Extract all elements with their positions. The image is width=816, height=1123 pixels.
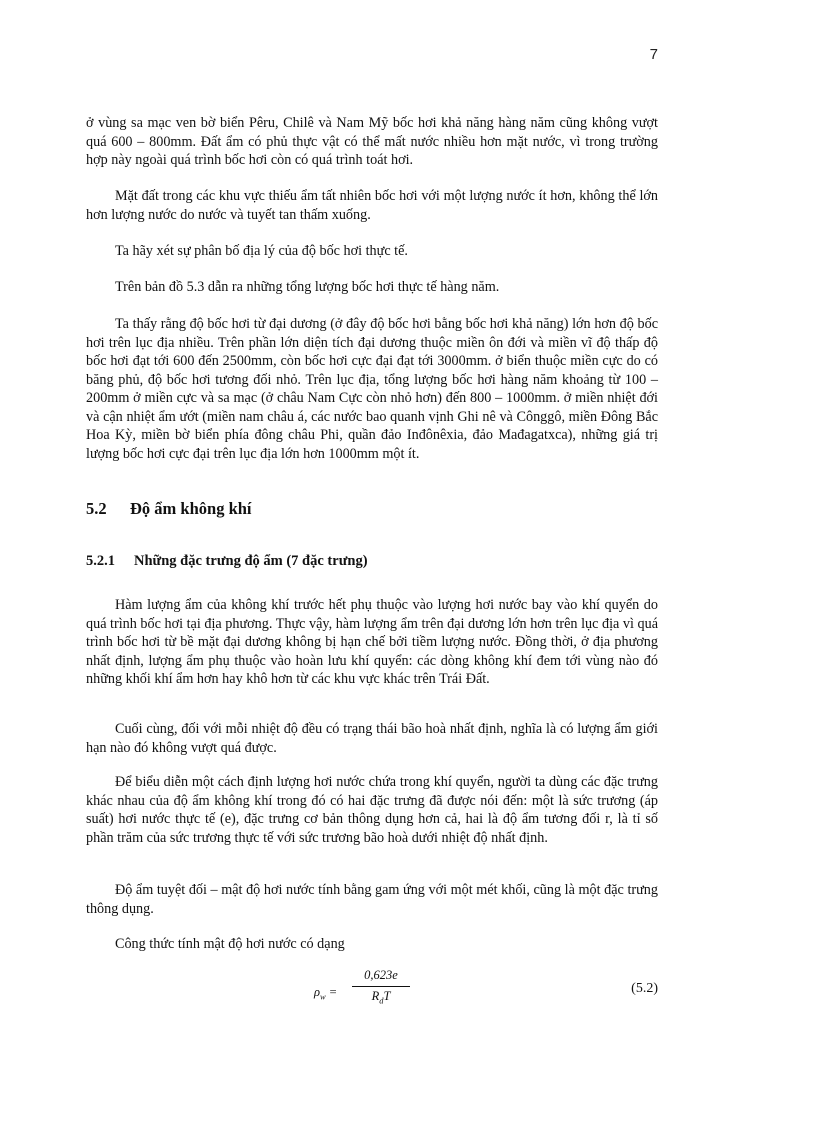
paragraph-7 [86,720,658,757]
formula-denominator [352,989,410,1006]
subsection-heading [86,553,368,570]
paragraph-6-text: Hàm lượng ẩm của không khí trước hết phụ thuộc vào lượng hơi nước bay vào khí quyển do quá trình bốc hơi tại địa phương. Thực vậy, hàm lượng ẩm trên đại dương lớn hơn trên lục địa vì quá trình bốc hơi từ bề mặt đại dương không bị hạn chế bởi tiềm lượng nước. Đồng thời, ở địa phương nhất định, lượng ẩm phụ thuộc vào hoàn lưu khí quyển: các dòng không khí đem tới vùng nào đó những khối khí ẩm hơn hay khô hơn từ các khu vực khác trên Trái Đất. [86,597,658,687]
section-title: Độ ẩm không khí [130,499,252,518]
paragraph-1 [86,114,658,170]
paragraph-9-text: Độ ẩm tuyệt đối – mật độ hơi nước tính bằng gam ứng với một mét khối, cũng là một đặc trưng thông dụng. [86,882,658,917]
paragraph-10 [86,935,658,954]
denominator-symbol: R [371,989,380,1003]
denominator-tail: T [383,989,391,1003]
paragraph-3-text: Ta hãy xét sự phân bố địa lý của độ bốc hơi thực tế. [115,243,408,259]
section-number: 5.2 [86,499,107,518]
denominator-subscript: d [379,995,384,1006]
formula-lhs [314,985,337,1002]
paragraph-7-text: Cuối cùng, đối với mỗi nhiệt độ đều có trạng thái bão hoà nhất định, nghĩa là có lượng ẩm giới hạn nào đó không vượt quá được. [86,721,658,756]
formula-numerator: 0,623e [364,968,398,982]
paragraph-8-text: Để biểu diễn một cách định lượng hơi nước chứa trong khí quyển, người ta dùng các đặc trưng khác nhau của độ ẩm không khí trong đó có hai đặc trưng đã được nói đến: một là sức trương (áp suất) hơi nước thực tế (e), đặc trưng cơ bản thông dụng hơn cả, hai là độ ẩm tương đối r, là tỉ số phần trăm của sức trương thực tế với sức trương bão hoà dưới nhiệt độ nhất định. [86,774,658,846]
paragraph-6 [86,596,658,689]
paragraph-5 [86,315,658,463]
paragraph-4-text: Trên bản đồ 5.3 dẫn ra những tổng lượng bốc hơi thực tế hàng năm. [115,279,500,295]
equals-sign: = [328,985,338,999]
formula-fraction [352,968,410,1006]
paragraph-9 [86,881,658,918]
equation-number: (5.2) [631,981,658,996]
paragraph-1-text: ở vùng sa mạc ven bờ biển Pêru, Chilê và Nam Mỹ bốc hơi khả năng hàng năm cũng không vượt quá 600 – 800mm. Đất ẩm có phủ thực vật có thể mất nước nhiều hơn mặt nước, vì trong trường hợp này ngoài quá trình bốc hơi còn có quá trình toát hơi. [86,115,658,168]
subsection-number: 5.2.1 [86,553,115,569]
paragraph-3 [86,242,658,261]
paragraph-2 [86,187,658,224]
paragraph-2-text: Mặt đất trong các khu vực thiếu ẩm tất nhiên bốc hơi với một lượng nước ít hơn, không thể lớn hơn lượng nước do nước và tuyết tan thấm xuống. [86,188,658,223]
page-number: 7 [649,46,658,63]
paragraph-8 [86,773,658,847]
paragraph-5-text: Ta thấy rằng độ bốc hơi từ đại dương (ở đây độ bốc hơi bằng bốc hơi khả năng) lớn hơn độ bốc hơi trên lục địa nhiều. Trên phần lớn diện tích đại dương thuộc miền ôn đới và miền vĩ độ thấp độ bốc hơi đạt tới 600 đến 2500mm, còn bốc hơi cực đại đạt tới 3000mm. ở biển thuộc miền cực do có băng phủ, độ bốc hơi tương đối nhỏ. Trên lục địa, tổng lượng bốc hơi hàng năm khoảng từ 100 – 200mm ở miền cực và sa mạc (ở châu Nam Cực còn nhỏ hơn) đến 800 – 1000mm. ở miền nhiệt đới và cận nhiệt ẩm ướt (miền nam châu á, các nước bao quanh vịnh Ghi nê và Cônggô, miền Đông Bắc Hoa Kỳ, miền bờ biển phía đông châu Phi, quần đảo Inđônêxia, đảo Mađagatxca), những giá trị lượng bốc hơi cực đại trên lục địa lớn hơn 1000mm một ít. [86,316,658,462]
rho-subscript: w [320,991,326,1002]
paragraph-4 [86,278,658,297]
subsection-title: Những đặc trưng độ ẩm (7 đặc trưng) [134,553,368,569]
section-heading [86,499,252,519]
rho-symbol: ρ [314,985,320,999]
paragraph-10-text: Công thức tính mật độ hơi nước có dạng [115,936,345,952]
fraction-bar [352,986,410,987]
